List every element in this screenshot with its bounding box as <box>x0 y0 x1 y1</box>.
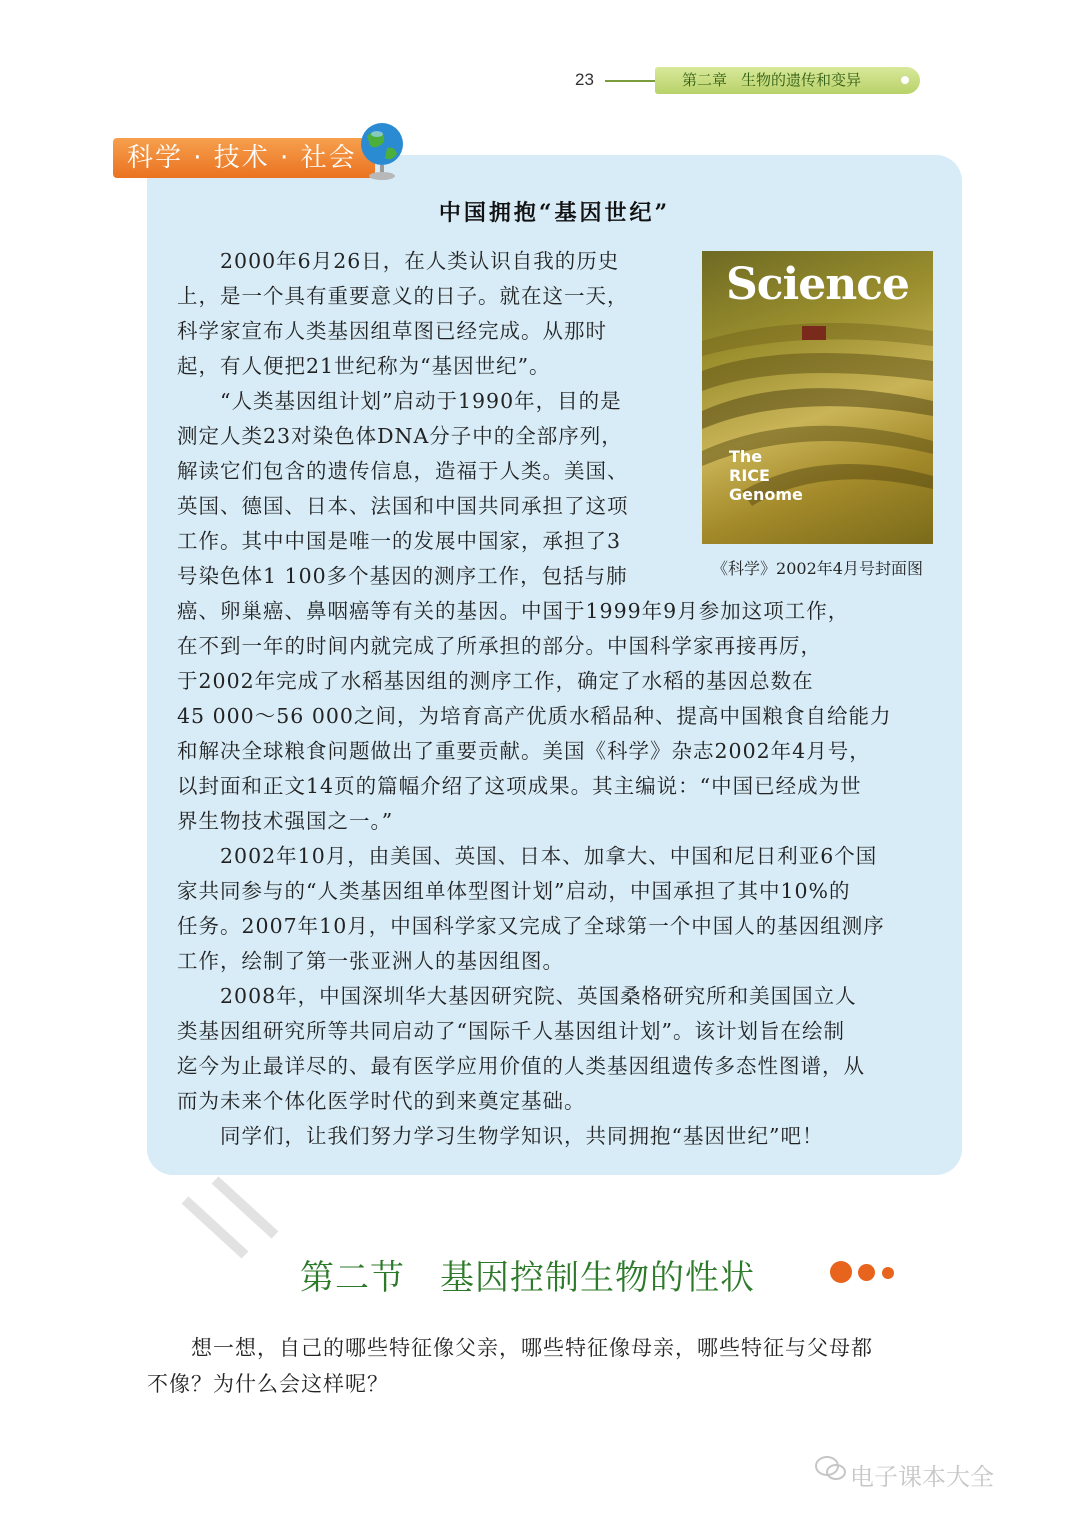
article-paragraph-2 <box>177 384 891 839</box>
header-dot-icon <box>900 75 910 85</box>
text-line: 工作。其中中国是唯一的发展中国家，承担了3 <box>177 529 622 553</box>
text-line: 和解决全球粮食问题做出了重要贡献。美国《科学》杂志2002年4月号， <box>177 739 871 763</box>
chapter-title: 生物的遗传和变异 <box>741 71 862 89</box>
chapter-label: 第二章 <box>682 71 728 89</box>
chapter-header <box>655 67 920 94</box>
cover-subtitle-line: Genome <box>729 485 803 504</box>
intro-paragraph <box>147 1330 873 1402</box>
text-line: 癌、卵巢癌、鼻咽癌等有关的基因。中国于1999年9月参加这项工作， <box>177 599 850 623</box>
text-line: 工作，绘制了第一张亚洲人的基因组图。 <box>177 949 564 973</box>
cover-caption: 《科学》2002年4月号封面图 <box>712 559 923 578</box>
text-line: 家共同参与的“人类基因组单体型图计划”启动，中国承担了其中10%的 <box>177 879 851 903</box>
wechat-icon <box>814 1455 848 1483</box>
text-line: 45 000～56 000之间，为培育高产优质水稻品种、提高中国粮食自给能力 <box>177 704 892 728</box>
text-line: 英国、德国、日本、法国和中国共同承担了这项 <box>177 494 629 518</box>
text-line: 测定人类23对染色体DNA分子中的全部序列， <box>177 424 623 448</box>
text-line: 迄今为止最详尽的、最有医学应用价值的人类基因组遗传多态性图谱，从 <box>177 1054 865 1078</box>
page-number: 23 <box>575 70 594 89</box>
text-line: 上，是一个具有重要意义的日子。就在这一天， <box>177 284 629 308</box>
cover-subtitle-line: RICE <box>729 466 770 485</box>
text-line: 2000年6月26日，在人类认识自我的历史 <box>177 249 620 273</box>
text-line: 解读它们包含的遗传信息，造福于人类。美国、 <box>177 459 629 483</box>
faint-stamp-mark <box>175 1160 305 1260</box>
text-line: 在不到一年的时间内就完成了所承担的部分。中国科学家再接再厉， <box>177 634 822 658</box>
article-paragraph-5 <box>177 1119 823 1154</box>
text-line: 不像？为什么会这样呢？ <box>147 1372 389 1396</box>
article-paragraph-3 <box>177 839 885 979</box>
section-banner: 科学 · 技术 · 社会 <box>113 138 375 178</box>
cover-masthead: Science <box>725 259 910 310</box>
cover-subtitle-line: The <box>729 447 763 466</box>
article-paragraph-4 <box>177 979 865 1119</box>
text-line: 2008年，中国深圳华大基因研究院、英国桑格研究所和美国国立人 <box>177 984 857 1008</box>
article-title: 中国拥抱“基因世纪” <box>438 200 671 226</box>
text-line: 想一想，自己的哪些特征像父亲，哪些特征像母亲，哪些特征与父母都 <box>147 1336 873 1360</box>
watermark-text: 电子课本大全 <box>850 1463 994 1491</box>
globe-icon <box>357 120 407 182</box>
text-line: 起，有人便把21世纪称为“基因世纪”。 <box>177 354 551 378</box>
section-title: 第二节 基因控制生物的性状 <box>300 1258 755 1298</box>
text-line: 而为未来个体化医学时代的到来奠定基础。 <box>177 1089 586 1113</box>
header-rule <box>605 80 657 82</box>
text-line: 任务。2007年10月，中国科学家又完成了全球第一个中国人的基因组测序 <box>177 914 885 938</box>
text-line: 类基因组研究所等共同启动了“国际千人基因组计划”。该计划旨在绘制 <box>177 1019 845 1043</box>
text-line: 以封面和正文14页的篇幅介绍了这项成果。其主编说：“中国已经成为世 <box>177 774 862 798</box>
text-line: 2002年10月，由美国、英国、日本、加拿大、中国和尼日利亚6个国 <box>177 844 878 868</box>
text-line: 号染色体1 100多个基因的测序工作，包括与肺 <box>177 564 628 588</box>
article-paragraph-1 <box>177 244 629 384</box>
text-line: 科学家宣布人类基因组草图已经完成。从那时 <box>177 319 607 343</box>
text-line: 界生物技术强国之一。” <box>177 809 394 833</box>
text-line: 于2002年完成了水稻基因组的测序工作，确定了水稻的基因总数在 <box>177 669 814 693</box>
text-line: 同学们，让我们努力学习生物学知识，共同拥抱“基因世纪”吧！ <box>177 1124 824 1148</box>
text-line: “人类基因组计划”启动于1990年，目的是 <box>177 389 622 413</box>
